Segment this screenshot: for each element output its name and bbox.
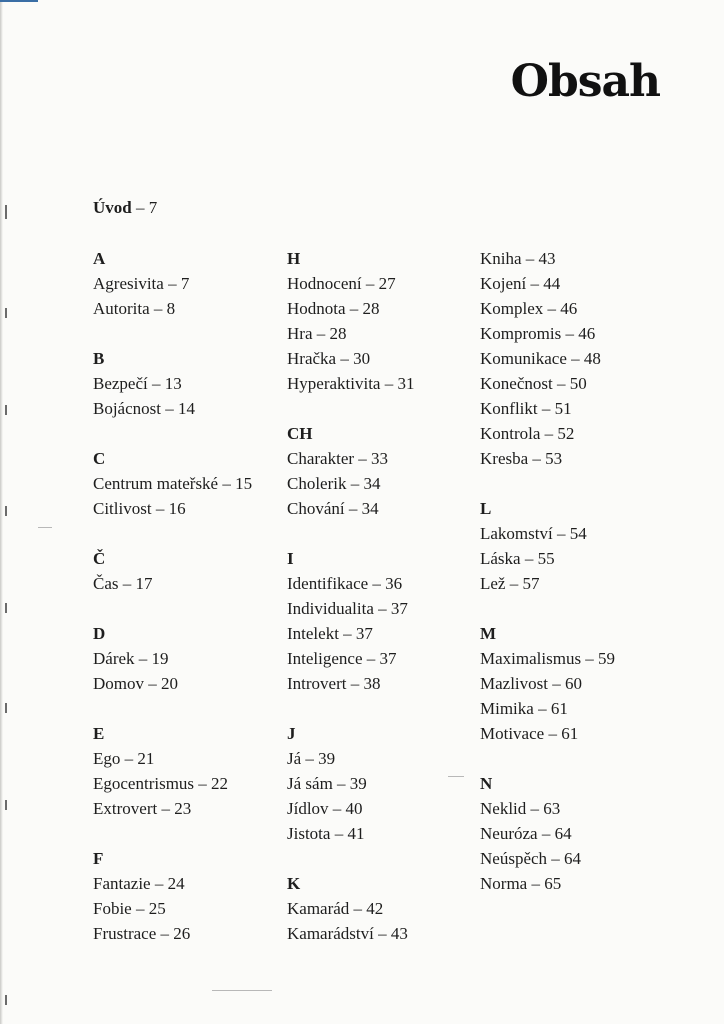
section-gap — [93, 421, 293, 446]
section-letter: K — [287, 874, 301, 893]
toc-entry: Jídlov – 40 — [287, 799, 363, 818]
toc-entry: Hodnocení – 27 — [287, 274, 396, 293]
toc-entry: Jistota – 41 — [287, 824, 365, 843]
intro-separator: – — [131, 198, 149, 217]
binding-mark — [5, 205, 7, 219]
toc-entry: Hra – 28 — [287, 324, 347, 343]
top-edge-mark — [0, 0, 38, 2]
toc-column-middle — [287, 246, 487, 946]
toc-entry: Chování – 34 — [287, 499, 379, 518]
toc-entry: Dárek – 19 — [93, 649, 169, 668]
toc-entry: Centrum mateřské – 15 — [93, 474, 253, 493]
toc-entry: Neuróza – 64 — [480, 824, 572, 843]
toc-entry: Frustrace – 26 — [93, 924, 191, 943]
toc-entry: Kamarád – 42 — [287, 899, 384, 918]
section-gap — [93, 521, 293, 546]
toc-entry: Mimika – 61 — [480, 699, 568, 718]
toc-entry: Extrovert – 23 — [93, 799, 192, 818]
section-letter: CH — [287, 424, 313, 443]
toc-entry: Bojácnost – 14 — [93, 399, 195, 418]
section-gap — [93, 321, 293, 346]
toc-entry: Cholerik – 34 — [287, 474, 381, 493]
toc-entry: Fantazie – 24 — [93, 874, 185, 893]
section-letter: I — [287, 549, 294, 568]
toc-entry: Hodnota – 28 — [287, 299, 380, 318]
section-gap — [480, 471, 700, 496]
toc-entry: Maximalismus – 59 — [480, 649, 616, 668]
intro-label: Úvod — [93, 198, 132, 217]
section-letter: E — [93, 724, 105, 743]
toc-entry: Hyperaktivita – 31 — [287, 374, 415, 393]
toc-entry: Neúspěch – 64 — [480, 849, 582, 868]
section-gap — [93, 696, 293, 721]
toc-entry: Individualita – 37 — [287, 599, 408, 618]
section-gap — [287, 521, 487, 546]
toc-entry: Kresba – 53 — [480, 449, 563, 468]
toc-entry: Kontrola – 52 — [480, 424, 575, 443]
toc-entry: Kojení – 44 — [480, 274, 561, 293]
intro-entry — [93, 198, 157, 218]
section-letter: M — [480, 624, 497, 643]
toc-entry: Egocentrismus – 22 — [93, 774, 229, 793]
toc-entry: Kompromis – 46 — [480, 324, 596, 343]
section-letter: A — [93, 249, 106, 268]
section-letter: J — [287, 724, 296, 743]
section-gap — [287, 846, 487, 871]
toc-entry: Komunikace – 48 — [480, 349, 601, 368]
toc-entry: Kamarádství – 43 — [287, 924, 408, 943]
section-letter: F — [93, 849, 104, 868]
toc-entry: Bezpečí – 13 — [93, 374, 182, 393]
toc-entry: Domov – 20 — [93, 674, 178, 693]
toc-entry: Konflikt – 51 — [480, 399, 572, 418]
section-letter: L — [480, 499, 492, 518]
toc-entry: Norma – 65 — [480, 874, 562, 893]
toc-entry: Ego – 21 — [93, 749, 155, 768]
page-left-edge-shadow — [0, 0, 3, 1024]
binding-mark — [5, 308, 7, 318]
toc-entry: Já – 39 — [287, 749, 336, 768]
toc-entry: Identifikace – 36 — [287, 574, 403, 593]
toc-column-left — [93, 246, 293, 946]
page-title: Obsah — [510, 56, 660, 107]
toc-entry: Komplex – 46 — [480, 299, 578, 318]
intro-page-number: 7 — [148, 198, 158, 217]
binding-mark — [5, 800, 7, 810]
toc-entry: Lež – 57 — [480, 574, 540, 593]
toc-entry: Autorita – 8 — [93, 299, 176, 318]
section-letter: B — [93, 349, 105, 368]
section-letter: D — [93, 624, 106, 643]
toc-entry: Láska – 55 — [480, 549, 555, 568]
binding-mark — [5, 603, 7, 613]
toc-entry: Kniha – 43 — [480, 249, 556, 268]
toc-entry: Fobie – 25 — [93, 899, 166, 918]
section-letter: C — [93, 449, 106, 468]
section-letter: H — [287, 249, 301, 268]
toc-entry: Charakter – 33 — [287, 449, 389, 468]
toc-entry: Čas – 17 — [93, 574, 153, 593]
toc-entry: Neklid – 63 — [480, 799, 561, 818]
toc-entry: Hračka – 30 — [287, 349, 371, 368]
toc-entry: Motivace – 61 — [480, 724, 579, 743]
binding-mark — [5, 405, 7, 415]
binding-mark — [5, 703, 7, 713]
section-letter: N — [480, 774, 493, 793]
binding-mark — [5, 995, 7, 1005]
toc-entry: Agresivita – 7 — [93, 274, 190, 293]
section-gap — [287, 696, 487, 721]
section-gap — [93, 821, 293, 846]
toc-entry: Citlivost – 16 — [93, 499, 186, 518]
toc-entry: Introvert – 38 — [287, 674, 381, 693]
section-gap — [480, 746, 700, 771]
toc-entry: Já sám – 39 — [287, 774, 367, 793]
scan-smudge — [212, 990, 272, 991]
toc-entry: Mazlivost – 60 — [480, 674, 582, 693]
toc-entry: Konečnost – 50 — [480, 374, 587, 393]
binding-mark — [5, 506, 7, 516]
section-letter: Č — [93, 549, 106, 568]
toc-entry: Intelekt – 37 — [287, 624, 373, 643]
section-gap — [93, 596, 293, 621]
scan-smudge — [38, 527, 52, 528]
toc-entry: Inteligence – 37 — [287, 649, 397, 668]
section-gap — [480, 596, 700, 621]
toc-entry: Lakomství – 54 — [480, 524, 587, 543]
section-gap — [287, 396, 487, 421]
toc-column-right — [480, 246, 700, 896]
